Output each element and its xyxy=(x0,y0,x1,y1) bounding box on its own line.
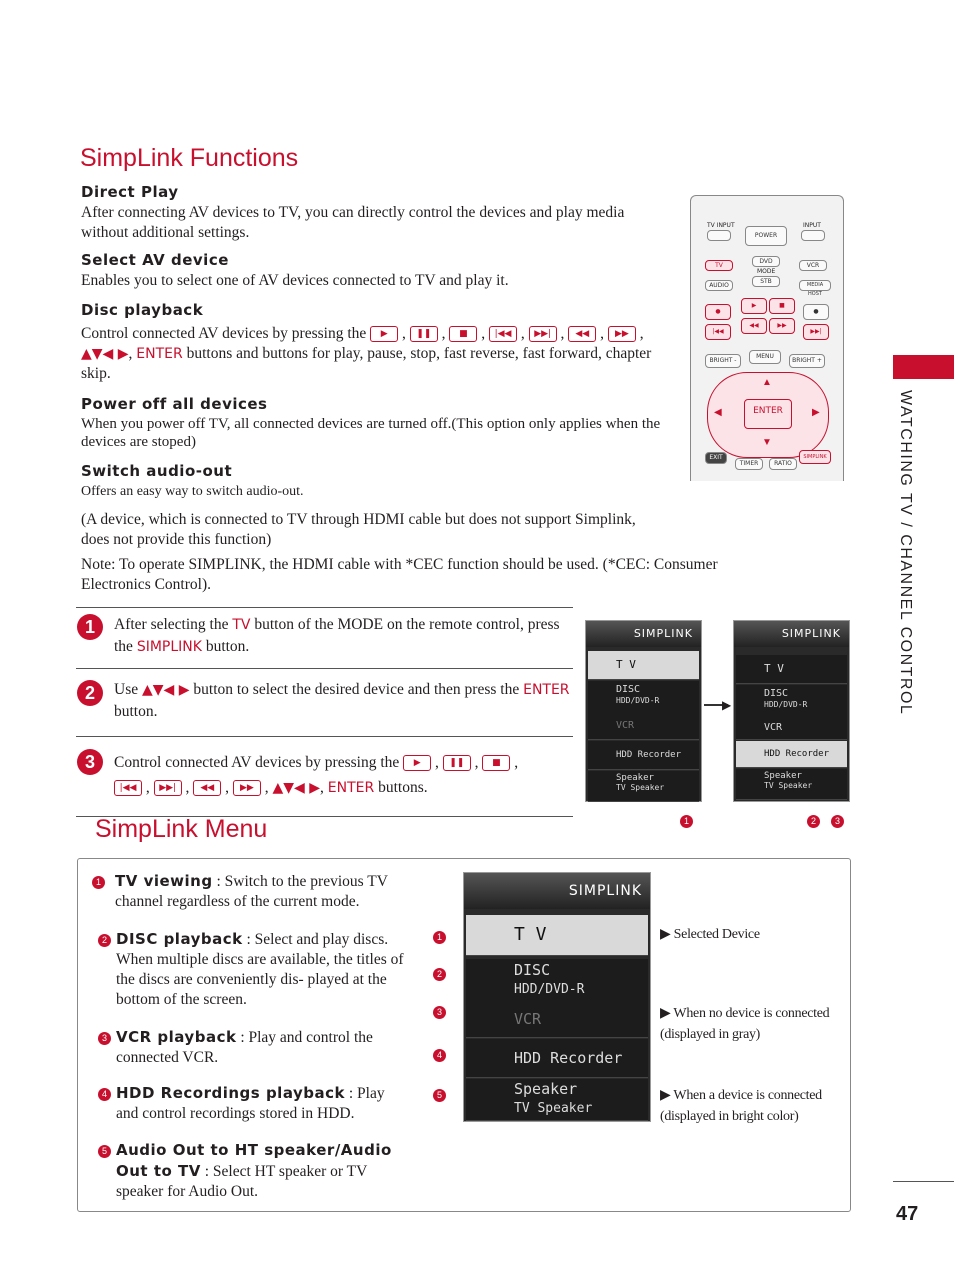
mini-menu-item-hdd: HDD Recorder xyxy=(736,741,847,768)
menu-item-audio-out xyxy=(116,1140,406,1202)
pause-button-icon: ❚❚ xyxy=(443,755,471,771)
fast-forward-button-icon: ▶▶ xyxy=(608,326,636,342)
disc-label: DISC xyxy=(514,961,551,979)
arrow-keys-icon: ▲▼◀ ▶ xyxy=(81,346,129,362)
mini-menu-item-hdd: HDD Recorder xyxy=(588,741,699,770)
play-button-icon: ▶ xyxy=(403,755,431,771)
remote-play-key: ▶ xyxy=(741,298,767,314)
skip-forward-button-icon: ▶▶| xyxy=(529,326,557,342)
menu-callout-4: 4 xyxy=(433,1049,446,1062)
menu-item-tv-viewing xyxy=(115,871,405,912)
mini-menu-item-vcr: VCR xyxy=(736,717,847,740)
item-number-5: 5 xyxy=(98,1145,111,1158)
mini-menu-item-tv: T V xyxy=(588,651,699,680)
disc-sub: HDD/DVD-R xyxy=(514,982,585,997)
section-heading-direct-play: Direct Play xyxy=(81,183,179,201)
mode-vcr-key: VCR xyxy=(799,260,827,271)
section-title-simplink-menu: SimpLink Menu xyxy=(95,815,268,843)
divider xyxy=(76,736,573,737)
step-number-3: 3 xyxy=(77,749,103,775)
legend-bright: ▶ When a device is connected (displayed in bright color) xyxy=(660,1088,822,1124)
disc-text-before: Control connected AV devices by pressing the xyxy=(81,325,367,342)
simplink-logo: SIMPLINK xyxy=(586,621,701,647)
mini-disc-sub: HDD/DVD-R xyxy=(764,700,808,709)
sidebar-chapter-label: WATCHING TV / CHANNEL CONTROL xyxy=(897,390,914,716)
legend-text: When no device is connected (displayed in gray) xyxy=(660,1006,830,1042)
menu-item-disc xyxy=(466,959,648,1002)
item-name: DISC playback xyxy=(116,930,243,948)
step-2-text xyxy=(114,679,574,722)
legend-gray: ▶ When no device is connected (displayed in gray) xyxy=(660,1006,830,1042)
enter-key-label: ENTER xyxy=(327,780,375,796)
item-name: VCR playback xyxy=(116,1028,237,1046)
mini-speaker-sub: TV Speaker xyxy=(764,781,813,790)
mini-disc-sub: HDD/DVD-R xyxy=(616,696,660,705)
sidebar-tab xyxy=(893,355,954,379)
pause-button-icon: ❚❚ xyxy=(410,326,438,342)
remote-ff-key: ▶▶ xyxy=(769,318,795,334)
remote-skip-fwd-key: ▶▶| xyxy=(803,324,829,340)
tv-key-label: TV xyxy=(232,617,251,633)
section-text-select-av: Enables you to select one of AV devices connected to TV and play it. xyxy=(81,272,509,289)
simplink-logo: SIMPLINK xyxy=(734,621,849,647)
step-1-t1: After selecting the xyxy=(114,616,229,633)
section-heading-power-off: Power off all devices xyxy=(81,395,268,413)
simplink-logo: SIMPLINK xyxy=(464,873,650,909)
mode-label: MODE xyxy=(757,268,776,275)
item-number-4: 4 xyxy=(98,1088,111,1101)
mini-speaker-label: Speaker xyxy=(616,773,654,783)
dpad-down-icon: ▼ xyxy=(762,437,772,448)
mini-menu-item-speaker xyxy=(588,771,699,802)
item-number-1: 1 xyxy=(92,876,105,889)
mini-speaker-label: Speaker xyxy=(764,771,802,781)
skip-back-button-icon: |◀◀ xyxy=(114,780,142,796)
page-number: 47 xyxy=(896,1203,919,1225)
mode-dvd-key: DVD xyxy=(752,256,780,267)
simplink-key: SIMPLINK xyxy=(799,450,831,464)
step-1-t3: button. xyxy=(205,638,250,655)
menu-item-disc-playback xyxy=(116,929,406,1010)
section-heading-switch-audio: Switch audio-out xyxy=(81,462,233,480)
menu-item-vcr: VCR xyxy=(466,1001,648,1038)
step-3-text: Control connected AV devices by pressing the ▶ , ❚❚ , ■ , |◀◀ , ▶▶| , ◀◀ , ▶▶ , ▲▼◀ ▶, ENTER buttons. xyxy=(114,754,519,796)
mini-menu-before xyxy=(585,620,702,802)
section-text-power-off: When you power off TV, all connected devices are turned off.(This option only applies when the devices are stoped) xyxy=(81,416,661,450)
dpad-up-icon: ▲ xyxy=(762,377,772,388)
callout-number-3: 3 xyxy=(831,815,844,828)
mini-speaker-sub: TV Speaker xyxy=(616,783,665,792)
power-key: POWER xyxy=(745,226,787,246)
item-number-3: 3 xyxy=(98,1032,111,1045)
mode-media-host-key: MEDIA HOST xyxy=(799,280,831,291)
enter-key-label: ENTER xyxy=(136,346,183,362)
menu-item-hdd: HDD Recorder xyxy=(466,1039,648,1078)
stop-button-icon: ■ xyxy=(482,755,510,771)
simplink-key-label: SIMPLINK xyxy=(136,639,202,655)
step-number-2: 2 xyxy=(77,680,103,706)
callout-number-2: 2 xyxy=(807,815,820,828)
remote-key-input: INPUT xyxy=(803,222,821,229)
menu-item-tv: T V xyxy=(466,915,648,956)
mini-menu-item-disc xyxy=(736,685,847,719)
menu-item-speaker xyxy=(466,1079,648,1121)
page-title: SimpLink Functions xyxy=(80,144,299,172)
step-2-t3: button. xyxy=(114,703,158,720)
mini-menu-item-speaker xyxy=(736,769,847,800)
remote-record-key: ● xyxy=(705,304,731,320)
item-name: HDD Recordings playback xyxy=(116,1084,345,1102)
callout-number-1: 1 xyxy=(680,815,693,828)
play-button-icon: ▶ xyxy=(370,326,398,342)
remote-dpad xyxy=(707,372,829,458)
exit-key: EXIT xyxy=(705,452,727,464)
remote-stop-key: ■ xyxy=(769,298,795,314)
mini-menu-item-vcr: VCR xyxy=(588,713,699,740)
step-number-1: 1 xyxy=(77,614,103,640)
tv-input-key xyxy=(707,230,731,241)
step-2-t1: Use xyxy=(114,681,139,698)
dpad-left-icon: ◀ xyxy=(714,407,722,418)
divider xyxy=(76,607,573,608)
legend-text: Selected Device xyxy=(673,927,760,942)
bright-plus-key: BRIGHT + xyxy=(789,354,825,368)
item-desc: : Switch to the previous TV channel regardless of the current mode. xyxy=(115,873,388,910)
step-1-text xyxy=(114,614,574,658)
section-heading-disc-playback: Disc playback xyxy=(81,301,204,319)
enter-key-label: ENTER xyxy=(523,682,570,698)
section-text-direct-play: After connecting AV devices to TV, you can directly control the devices and play media without additional settings. xyxy=(81,204,625,241)
dpad-right-icon: ▶ xyxy=(812,407,820,418)
timer-key: TIMER xyxy=(735,458,763,470)
step-3-t1: Control connected AV devices by pressing the xyxy=(114,754,400,771)
skip-back-button-icon: |◀◀ xyxy=(489,326,517,342)
item-desc: : Select HT speaker or TV speaker for Audio Out. xyxy=(116,1163,368,1200)
bright-minus-key: BRIGHT - xyxy=(705,354,741,368)
mini-menu-after xyxy=(733,620,850,802)
rewind-button-icon: ◀◀ xyxy=(568,326,596,342)
remote-control-illustration xyxy=(690,195,844,481)
ratio-key: RATIO xyxy=(769,458,797,470)
menu-item-hdd-playback xyxy=(116,1083,406,1124)
legend-selected: ▶ Selected Device xyxy=(660,927,760,942)
menu-callout-3: 3 xyxy=(433,1006,446,1019)
stop-button-icon: ■ xyxy=(449,326,477,342)
cec-note: Note: To operate SIMPLINK, the HDMI cable with *CEC function should be used. (*CEC: Consumer Electronics Control). xyxy=(81,556,718,593)
simplink-menu-large xyxy=(463,872,651,1122)
remote-rewind-key: ◀◀ xyxy=(741,318,767,334)
fast-forward-button-icon: ▶▶ xyxy=(233,780,261,796)
mini-disc-label: DISC xyxy=(764,688,789,699)
item-name: TV viewing xyxy=(115,872,213,890)
disc-text-after: buttons and buttons for play, pause, stop, fast reverse, fast forward, chapter skip. xyxy=(81,345,652,382)
step-3-t3: buttons. xyxy=(378,779,428,796)
section-heading-select-av: Select AV device xyxy=(81,251,229,269)
item-desc: : Play and control recordings stored in HDD. xyxy=(116,1085,385,1122)
item-name: Audio Out to HT speaker/Audio Out to TV xyxy=(116,1141,392,1180)
speaker-sub: TV Speaker xyxy=(514,1101,593,1116)
speaker-label: Speaker xyxy=(514,1080,578,1098)
section-text-switch-audio: Offers an easy way to switch audio-out. xyxy=(81,484,304,499)
item-desc: : Select and play discs. When multiple discs are available, the titles of the discs are conveniently dis- played at the bottom of the screen. xyxy=(116,931,404,1008)
arrow-head-icon: ▶ xyxy=(722,698,732,712)
rewind-button-icon: ◀◀ xyxy=(193,780,221,796)
input-key xyxy=(801,230,825,241)
remote-key-tv-input: TV INPUT xyxy=(707,222,735,229)
menu-callout-1: 1 xyxy=(433,931,446,944)
legend-text: When a device is connected (displayed in bright color) xyxy=(660,1088,822,1124)
step-1-t2: button of the MODE on the remote control, press the xyxy=(114,616,560,655)
arrow-keys-icon: ▲▼◀ ▶ xyxy=(272,780,321,796)
mode-stb-key: STB xyxy=(752,276,780,287)
remote-skip-back-key: |◀◀ xyxy=(705,324,731,340)
mini-menu-item-disc xyxy=(588,681,699,715)
skip-forward-button-icon: ▶▶| xyxy=(154,780,182,796)
footer-divider xyxy=(893,1181,954,1182)
divider xyxy=(76,668,573,669)
item-desc: : Play and control the connected VCR. xyxy=(116,1029,373,1066)
step-2-t2: button to select the desired device and then press the xyxy=(193,681,520,698)
menu-item-vcr-playback xyxy=(116,1027,406,1068)
remote-dot-key: ● xyxy=(803,304,829,320)
item-number-2: 2 xyxy=(98,934,111,947)
mode-tv-key: TV xyxy=(705,260,733,271)
menu-callout-5: 5 xyxy=(433,1089,446,1102)
mini-menu-item-tv: T V xyxy=(736,655,847,684)
menu-callout-2: 2 xyxy=(433,968,446,981)
menu-key: MENU xyxy=(749,350,781,364)
section-text-disc-playback: Control connected AV devices by pressing the ▶ , ❚❚ , ■ , |◀◀ , ▶▶| , ◀◀ , ▶▶ , ▲▼◀ ▶, ENTER buttons and buttons for play, pause, stop, fast reverse, fast forward, chapter skip. xyxy=(81,325,652,382)
hdmi-note: (A device, which is connected to TV through HDMI cable but does not support Simplink, does not provide this function) xyxy=(81,511,636,548)
mode-audio-key: AUDIO xyxy=(705,280,733,291)
arrow-keys-icon: ▲▼◀ ▶ xyxy=(141,682,190,698)
mini-disc-label: DISC xyxy=(616,684,641,695)
remote-enter-key: ENTER xyxy=(744,399,792,429)
